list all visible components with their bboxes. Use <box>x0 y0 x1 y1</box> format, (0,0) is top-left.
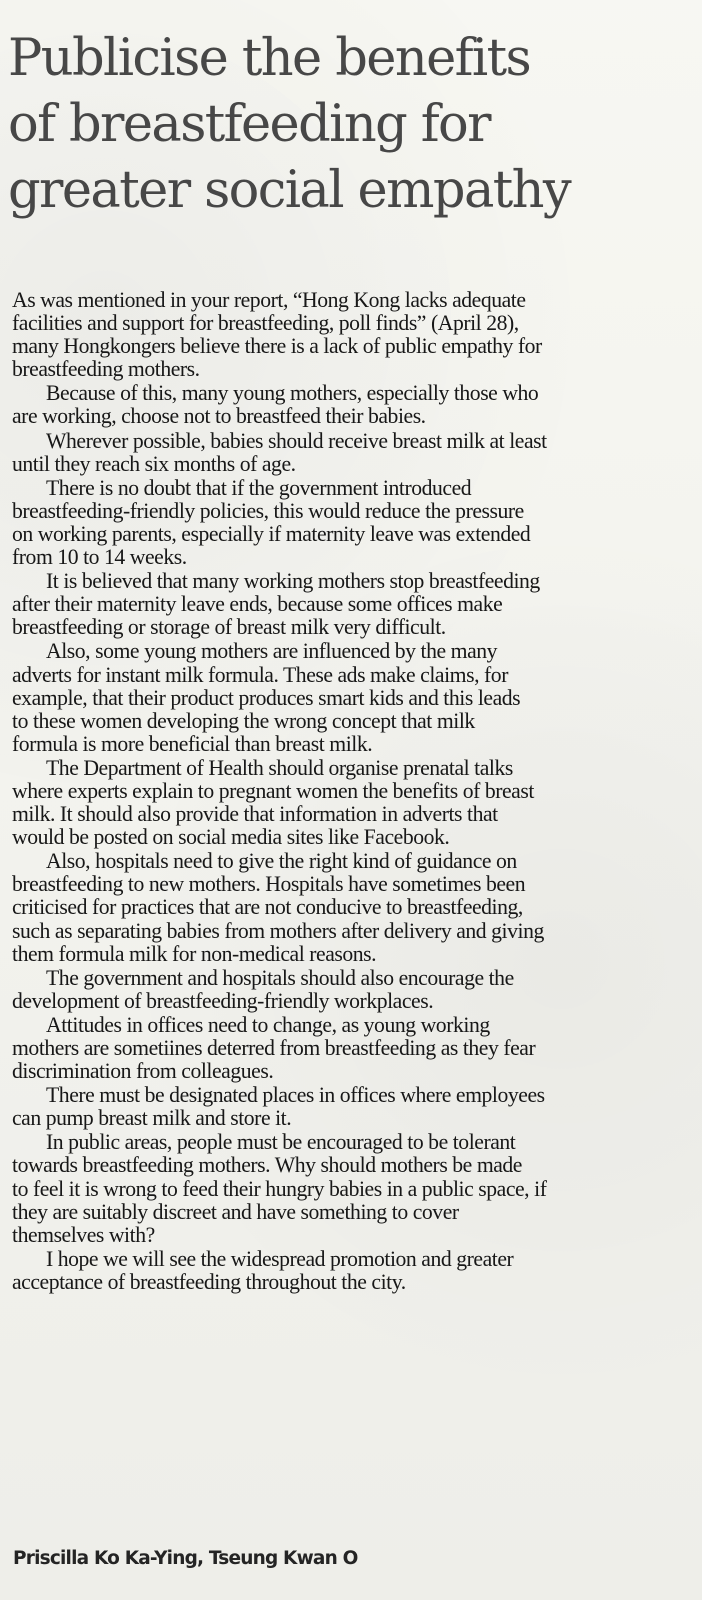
paragraph-12: In public areas, people must be encouraged to be tolerant towards breastfeeding mothers. Why should mothers be made to feel it is wrong to feed their hungry babies in a public space, if they are suitably discreet and have something to cover themselves with? <box>12 1130 547 1247</box>
paragraph-2: Because of this, many young mothers, especially those who are working, choose not to breastfeed their babies. <box>12 381 539 429</box>
paragraph-4: There is no doubt that if the government introduced breastfeeding-friendly policies, this would reduce the pressure on working parents, especially if maternity leave was extended from 10 to 14 weeks. <box>12 475 531 570</box>
author-byline: Priscilla Ko Ka-Ying, Tseung Kwan O <box>13 1548 358 1569</box>
paragraph-7: The Department of Health should organise prenatal talks where experts explain to pregnant women the benefits of breast milk. It should also provide that information in adverts that would be posted on social media sites like Facebook. <box>12 755 534 850</box>
paragraph-1: As was mentioned in your report, “Hong Kong lacks adequate facilities and support for breastfeeding, poll finds” (April 28), many Hongkongers believe there is a lack of public empathy for breastfeeding mothers. <box>12 288 542 382</box>
paragraph-3: Wherever possible, babies should receive breast milk at least until they reach six months of age. <box>12 428 547 476</box>
headline: Publicise the benefits of breastfeeding for greater social empathy <box>8 29 571 220</box>
paragraph-5: It is believed that many working mothers stop breastfeeding after their maternity leave ends, because some offices make breastfeeding or storage of breast milk very difficult. <box>12 569 540 640</box>
paragraph-6: Also, some young mothers are influenced by the many adverts for instant milk formula. These ads make claims, for example, that their product produces smart kids and this leads to these women developing the wrong concept that milk formula is more beneficial than breast milk. <box>12 639 521 756</box>
paragraph-8: Also, hospitals need to give the right kind of guidance on breastfeeding to new mothers. Hospitals have sometimes been criticised for practices that are not conducive to breastfeeding, such as separating babies from mothers after delivery and giving them formula milk for non-medical reasons. <box>12 849 544 966</box>
paragraph-13: I hope we will see the widespread promotion and greater acceptance of breastfeeding throughout the city. <box>12 1246 514 1294</box>
paragraph-9: The government and hospitals should also encourage the development of breastfeeding-friendly workplaces. <box>12 965 514 1013</box>
paragraph-11: There must be designated places in offices where employees can pump breast milk and store it. <box>12 1083 545 1131</box>
paragraph-10: Attitudes in offices need to change, as young working mothers are sometiines deterred from breastfeeding as they fear discrimination from colleagues. <box>12 1012 536 1084</box>
article-body <box>12 289 696 1295</box>
